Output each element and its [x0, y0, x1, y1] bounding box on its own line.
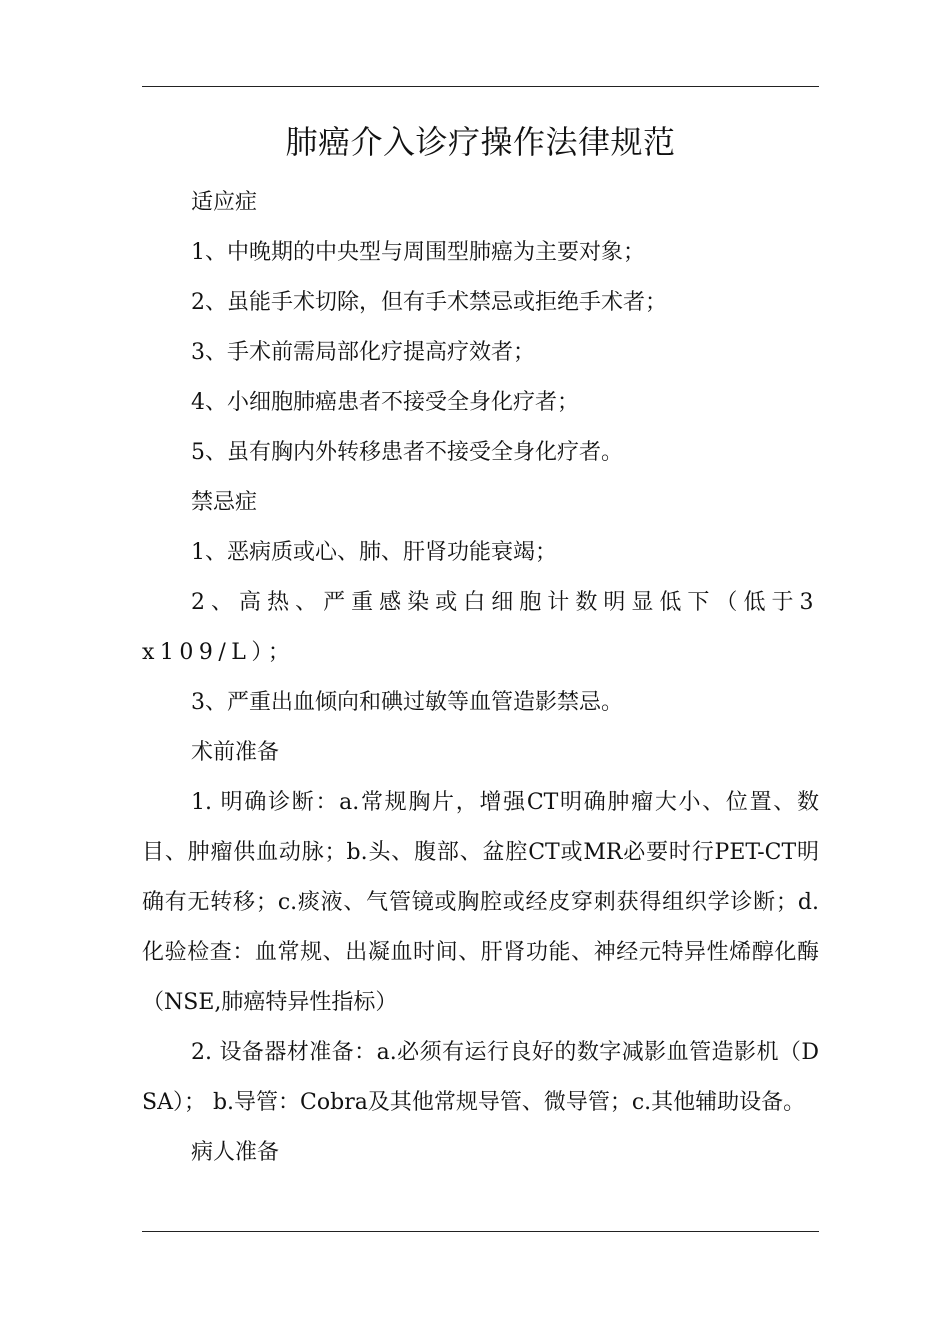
indication-item: 4、小细胞肺癌患者不接受全身化疗者； — [191, 390, 579, 415]
indication-item: 1、中晚期的中央型与周围型肺癌为主要对象； — [191, 240, 645, 265]
document-body — [142, 178, 819, 1178]
contraindication-item: 1、恶病质或心、肺、肝肾功能衰竭； — [191, 540, 557, 565]
section-heading-preop: 术前准备 — [191, 740, 280, 765]
contraindication-item: 2、高热、严重感染或白细胞计数明显低下（低于3x109/L）； — [142, 590, 819, 665]
footer-rule — [142, 1231, 819, 1232]
indication-item: 5、虽有胸内外转移患者不接受全身化疗者。 — [191, 440, 623, 465]
section-heading-contraindications: 禁忌症 — [191, 490, 258, 515]
header-rule — [142, 86, 819, 87]
indication-item: 2、虽能手术切除，但有手术禁忌或拒绝手术者； — [191, 290, 667, 315]
preop-item: 2. 设备器材准备：a.必须有运行良好的数字减影血管造影机（DSA）； b.导管：Cobra及其他常规导管、微导管；c.其他辅助设备。 — [142, 1040, 819, 1115]
contraindication-item: 3、严重出血倾向和碘过敏等血管造影禁忌。 — [191, 690, 623, 715]
preop-item: 1. 明确诊断：a.常规胸片，增强CT明确肿瘤大小、位置、数目、肿瘤供血动脉；b.头、腹部、盆腔CT或MR必要时行PET-CT明确有无转移；c.痰液、气管镜或胸腔或经皮穿刺获得组织学诊断；d.化验检查：血常规、出凝血时间、肝肾功能、神经元特异性烯醇化酶（NSE,肺癌特异性指标） — [142, 790, 819, 1015]
section-heading-indications: 适应症 — [191, 190, 258, 215]
document-title: 肺癌介入诊疗操作法律规范 — [285, 123, 676, 161]
section-heading-patient-prep: 病人准备 — [191, 1140, 280, 1165]
indication-item: 3、手术前需局部化疗提高疗效者； — [191, 340, 535, 365]
